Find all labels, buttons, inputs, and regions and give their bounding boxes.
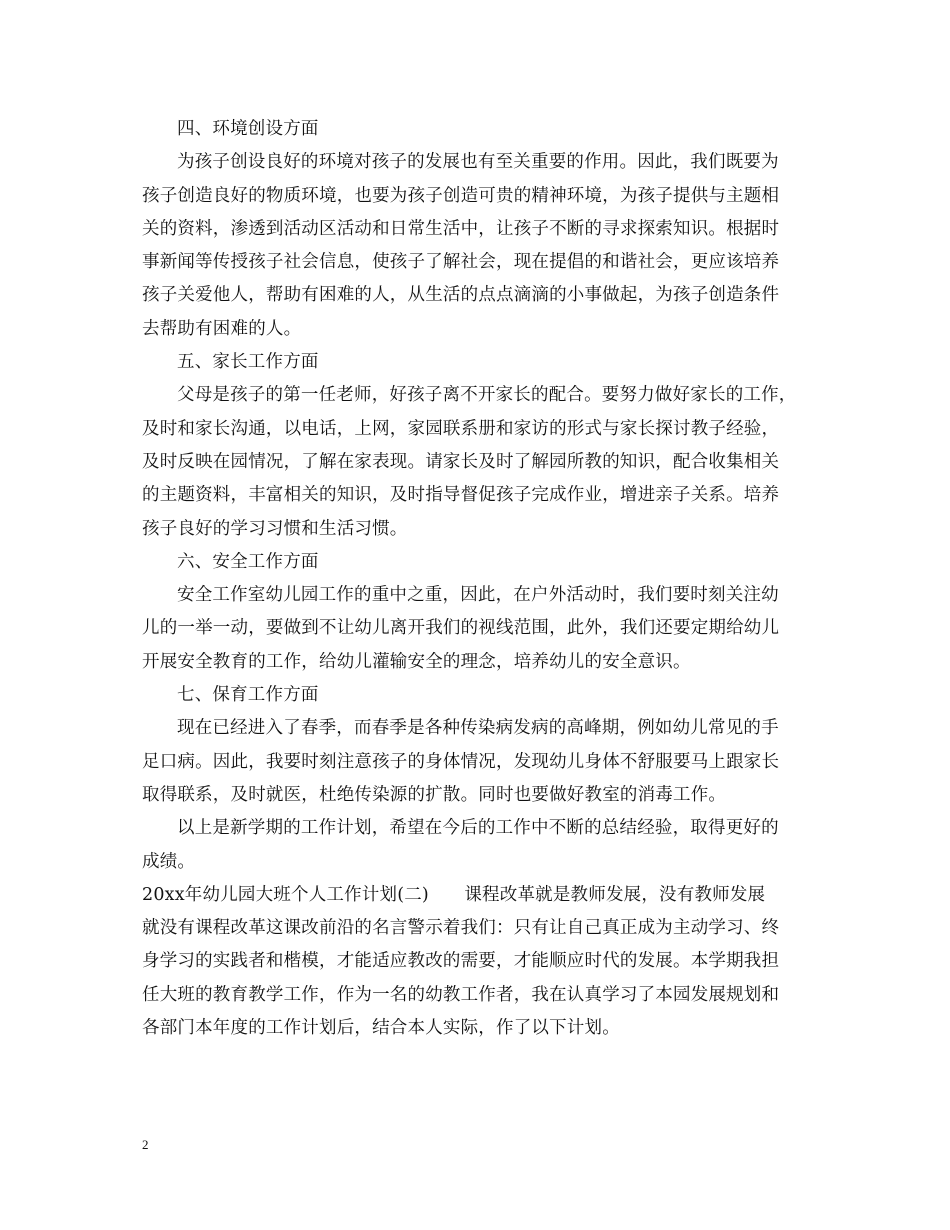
paragraph-line: 现在已经进入了春季，而春季是各种传染病发病的高峰期，例如幼儿常见的手	[177, 718, 779, 739]
paragraph-line: 孩子关爱他人，帮助有困难的人，从生活的点点滴滴的小事做起，为孩子创造条件	[142, 285, 780, 306]
paragraph-line: 关的资料，渗透到活动区活动和日常生活中，让孩子不断的寻求探索知识。根据时	[142, 218, 780, 239]
paragraph-line: 任大班的教育教学工作，作为一名的幼教工作者，我在认真学习了本园发展规划和	[142, 984, 780, 1005]
section-heading-safety: 六、安全工作方面	[177, 551, 319, 572]
paragraph-line: 各部门本年度的工作计划后，结合本人实际，作了以下计划。	[142, 1018, 620, 1039]
page-number: 2	[142, 1137, 149, 1152]
paragraph-line: 身学习的实践者和楷模，才能适应教改的需要，才能顺应时代的发展。本学期我担	[142, 951, 780, 972]
section-heading-parents: 五、家长工作方面	[177, 352, 319, 373]
paragraph-line: 开展安全教育的工作，给幼儿灌输安全的理念，培养幼儿的安全意识。	[142, 651, 691, 672]
paragraph-line: 事新闻等传授孩子社会信息，使孩子了解社会，现在提倡的和谐社会，更应该培养	[142, 252, 780, 273]
paragraph-line: 父母是孩子的第一任老师，好孩子离不开家长的配合。要努力做好家长的工作，	[177, 385, 797, 406]
paragraph-line: 以上是新学期的工作计划，希望在今后的工作中不断的总结经验，取得更好的	[177, 818, 779, 839]
plan-title-line: 20xx年幼儿园大班个人工作计划(二) 课程改革就是教师发展，没有教师发展	[142, 884, 766, 905]
paragraph-line: 去帮助有困难的人。	[142, 318, 302, 339]
section-heading-care: 七、保育工作方面	[177, 685, 319, 706]
paragraph-line: 就没有课程改革这课改前沿的名言警示着我们：只有让自己真正成为主动学习、终	[142, 918, 780, 939]
paragraph-line: 成绩。	[142, 851, 196, 872]
paragraph-line: 安全工作室幼儿园工作的重中之重，因此，在户外活动时，我们要时刻关注幼	[177, 585, 779, 606]
paragraph-line: 取得联系，及时就医，杜绝传染源的扩散。同时也要做好教室的消毒工作。	[142, 784, 727, 805]
paragraph-line: 孩子良好的学习习惯和生活习惯。	[142, 518, 408, 539]
paragraph-line: 足口病。因此，我要时刻注意孩子的身体情况，发现幼儿身体不舒服要马上跟家长	[142, 751, 780, 772]
paragraph-line: 的主题资料，丰富相关的知识，及时指导督促孩子完成作业，增进亲子关系。培养	[142, 485, 780, 506]
paragraph-line: 孩子创造良好的物质环境，也要为孩子创造可贵的精神环境，为孩子提供与主题相	[142, 185, 780, 206]
paragraph-line: 为孩子创设良好的环境对孩子的发展也有至关重要的作用。因此，我们既要为	[177, 152, 779, 173]
paragraph-line: 儿的一举一动，要做到不让幼儿离开我们的视线范围，此外，我们还要定期给幼儿	[142, 618, 780, 639]
paragraph-line: 及时反映在园情况，了解在家表现。请家长及时了解园所教的知识，配合收集相关	[142, 451, 780, 472]
paragraph-line: 及时和家长沟通，以电话，上网，家园联系册和家访的形式与家长探讨教子经验，	[142, 418, 780, 439]
section-heading-environment: 四、环境创设方面	[177, 119, 319, 139]
document-body	[142, 113, 814, 1045]
